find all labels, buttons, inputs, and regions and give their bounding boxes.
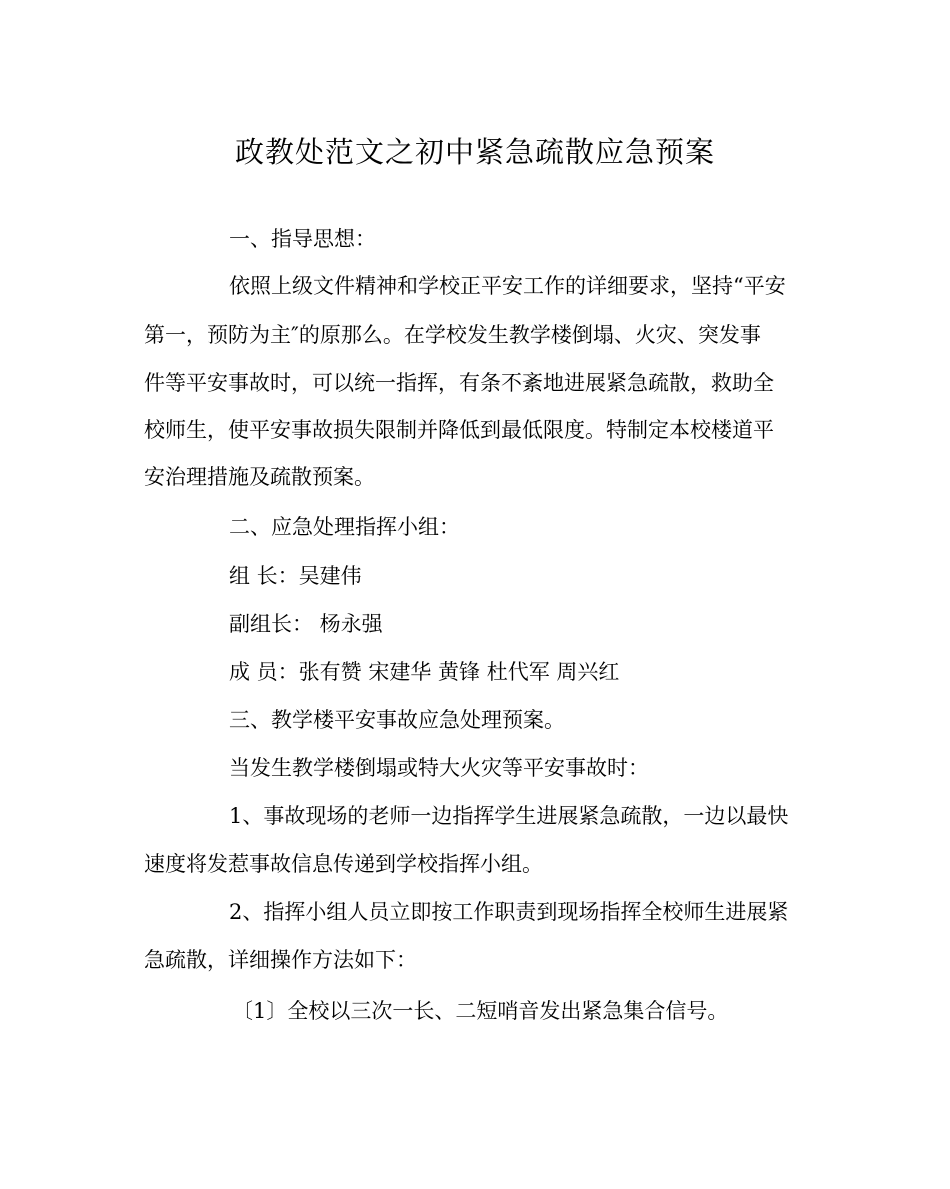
section1-line-4: 校师生，使平安事故损失限制并降低到最低限度。特制定本校楼道平 <box>144 418 774 442</box>
group-leader: 组 长：吴建伟 <box>229 564 362 588</box>
group-deputy: 副组长： 杨永强 <box>229 612 383 636</box>
section1-line-3: 件等平安事故时，可以统一指挥，有条不紊地进展紧急疏散，救助全 <box>144 371 774 395</box>
item2-line-2: 急疏散，详细操作方法如下： <box>144 948 417 972</box>
sub-item-1: 〔1〕全校以三次一长、二短哨音发出紧急集合信号。 <box>232 999 729 1023</box>
section1-line-1: 依照上级文件精神和学校正平安工作的详细要求，坚持“平安 <box>229 274 786 298</box>
section3-heading: 三、教学楼平安事故应急处理预案。 <box>229 708 565 732</box>
section1-heading: 一、指导思想： <box>229 227 376 251</box>
section1-line-5: 安治理措施及疏散预案。 <box>144 465 375 489</box>
item1-line-1: 1、事故现场的老师一边指挥学生进展紧急疏散，一边以最快 <box>229 804 789 828</box>
group-members: 成 员：张有赞 宋建华 黄锋 杜代军 周兴红 <box>229 660 620 684</box>
section3-intro: 当发生教学楼倒塌或特大火灾等平安事故时： <box>229 756 649 780</box>
section2-heading: 二、应急处理指挥小组： <box>229 515 460 539</box>
document-title: 政教处范文之初中紧急疏散应急预案 <box>234 135 715 169</box>
item2-line-1: 2、指挥小组人员立即按工作职责到现场指挥全校师生进展紧 <box>229 900 789 924</box>
item1-line-2: 速度将发惹事故信息传递到学校指挥小组。 <box>144 852 543 876</box>
section1-line-2: 第一，预防为主″的原那么。在学校发生教学楼倒塌、火灾、突发事 <box>144 323 761 347</box>
